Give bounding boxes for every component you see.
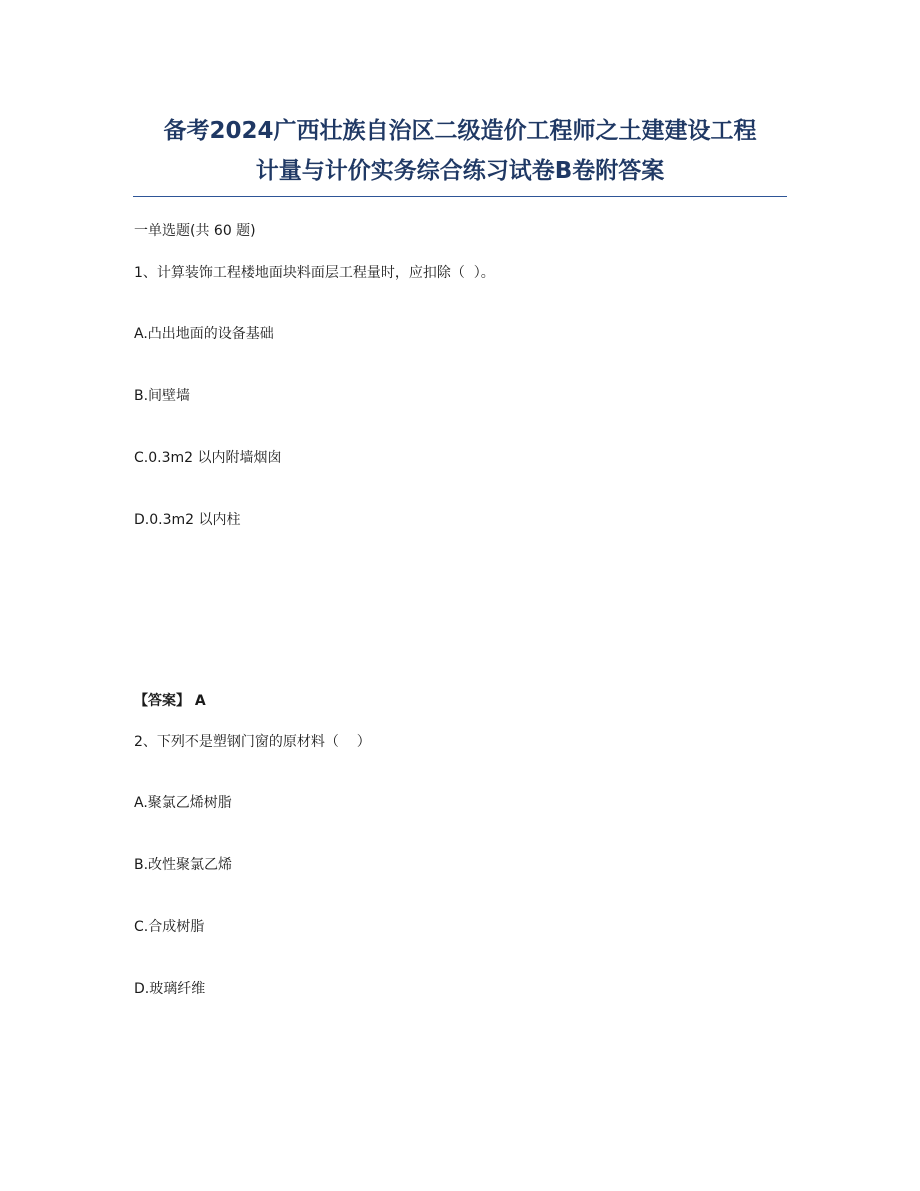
title-divider [133,196,787,197]
question-option-d: D.玻璃纤维 [134,981,206,997]
question-option-a: A.凸出地面的设备基础 [134,326,274,342]
question-option-c: C.0.3m2 以内附墙烟囱 [134,450,282,466]
section-header: 一单选题(共 60 题) [134,223,256,239]
question-stem: 2、下列不是塑钢门窗的原材料（ ） [134,734,371,750]
question-option-a: A.聚氯乙烯树脂 [134,795,232,811]
question-option-c: C.合成树脂 [134,919,205,935]
question-option-d: D.0.3m2 以内柱 [134,512,241,528]
question-option-b: B.间壁墙 [134,388,191,404]
question-stem: 1、计算装饰工程楼地面块料面层工程量时，应扣除（ ）。 [134,265,495,281]
document-title-line-1: 备考2024广西壮族自治区二级造价工程师之土建建设工程 [163,118,757,144]
answer-label: 【答案】 A [134,693,206,709]
document-title-line-2: 计量与计价实务综合练习试卷B卷附答案 [255,158,665,184]
question-option-b: B.改性聚氯乙烯 [134,857,233,873]
